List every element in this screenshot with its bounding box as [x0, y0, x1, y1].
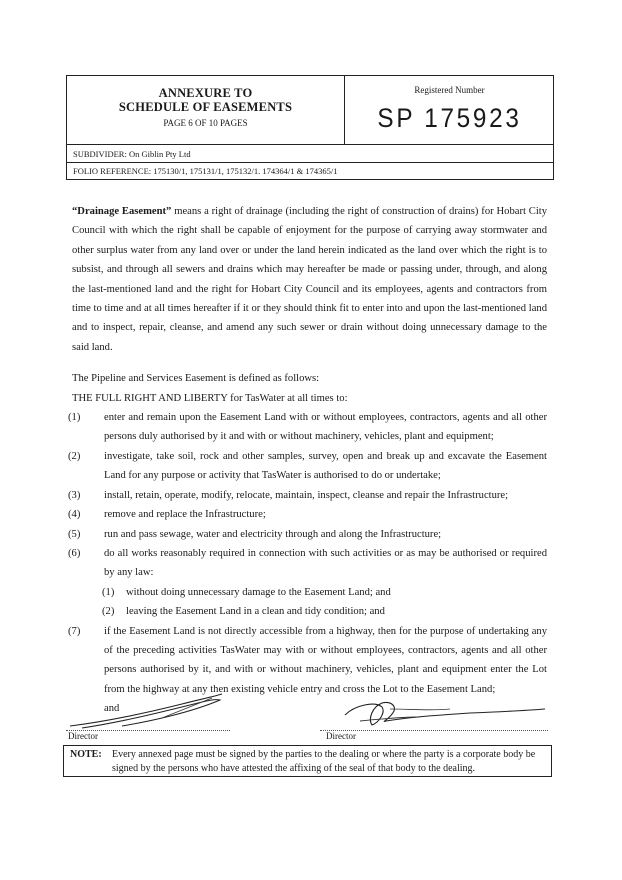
drainage-easement-definition: means a right of drainage (including the right of construction of drains) for Hobart City Council with which the right shall be capable of enjoyment for the purpose of carrying away stormwater and other surplus water from any land over or under the land herein indicated as the land over which the right is to subsist, and through all sewers and drains which may hereafter be made or passing under, through, and along the last-mentioned land and the right for Hobart City Council and its employees, agents and contractors from time to time and at all times hereafter if it or they should think fit to enter into and upon the last-mentioned land and to inspect, repair, cleanse, and amend any such sewer or drain without doing unnecessary damage to the said land.: [72, 206, 548, 353]
list-item-text: if the Easement Land is not directly accessible from a highway, then for the purpose of undertaking any of the preceding activities TasWater may with or without employees, contractors, agents and all other persons authorised by it, and with or without machinery, vehicles, plant and equipment enter the Lot from the highway at any then existing vehicle entry and cross the Lot to the Easement Land;: [104, 625, 547, 695]
list-item: [68, 525, 547, 544]
and-continuation: and: [104, 703, 120, 715]
sub-list-item: [102, 583, 547, 602]
list-item-text: enter and remain upon the Easement Land with or without employees, contractors, agents and all other persons duly authorised by it and with or without machinery, vehicles, plant and equipment;: [104, 412, 547, 443]
registered-number-cell: [346, 76, 553, 144]
list-item-number: (6): [68, 547, 81, 559]
director-label-right: Director: [326, 731, 356, 741]
sub-list-item-text: leaving the Easement Land in a clean and tidy condition; and: [126, 606, 385, 618]
annexure-title: [67, 86, 344, 114]
list-item-text: run and pass sewage, water and electricity through and along the Infrastructure;: [104, 528, 442, 540]
list-item-number: (5): [68, 528, 81, 540]
note-label: NOTE:: [70, 749, 102, 760]
registered-number: SP 175923: [377, 103, 522, 133]
director-signature-right: [320, 695, 550, 739]
drainage-easement-paragraph: [72, 202, 547, 357]
list-item-text: install, retain, operate, modify, relocate, maintain, inspect, cleanse and repair the Infrastructure;: [104, 489, 509, 501]
folio-reference-row: FOLIO REFERENCE: 175130/1, 175131/1, 175132/1. 174364/1 & 174365/1: [67, 162, 553, 179]
list-item-number: (7): [68, 625, 81, 637]
pipeline-intro: The Pipeline and Services Easement is defined as follows:: [72, 373, 320, 385]
full-right-heading: THE FULL RIGHT AND LIBERTY for TasWater at all times to:: [72, 392, 348, 404]
list-item-number: (2): [68, 450, 81, 462]
list-item: [68, 486, 547, 505]
sub-list-item: [102, 602, 547, 621]
list-item-number: (4): [68, 509, 81, 521]
list-item: [68, 447, 547, 486]
list-item: [68, 544, 547, 583]
list-item-text: remove and replace the Infrastructure;: [104, 509, 266, 521]
sub-list-item-number: (1): [102, 586, 115, 598]
director-label-left: Director: [68, 731, 98, 741]
list-item-number: (1): [68, 412, 81, 424]
subdivider-row: SUBDIVIDER: On Giblin Pty Ltd: [67, 144, 553, 162]
list-item: [68, 505, 547, 524]
title-line-2: SCHEDULE OF EASEMENTS: [118, 100, 293, 114]
list-item-text: investigate, take soil, rock and other samples, survey, open and break up and excavate the Easement Land for any purpose or activity that TasWater is authorised to do or undertake;: [104, 450, 547, 482]
director-signature-left: [62, 688, 232, 741]
note-box: [63, 745, 552, 777]
page-count: PAGE 6 OF 10 PAGES: [163, 118, 248, 128]
handwritten-signature-right: [320, 695, 550, 735]
list-item-number: (3): [68, 489, 81, 501]
list-item-text: do all works reasonably required in connection with such activities or as may be authorised or required by any law:: [104, 547, 547, 579]
title-line-1: ANNEXURE TO: [158, 86, 253, 100]
document-body: [68, 202, 548, 719]
list-item: [68, 408, 547, 447]
registered-number-label: Registered Number: [414, 85, 485, 95]
note-text: Every annexed page must be signed by the parties to the dealing or where the party is a corporate body be signed by the persons who have attested the affixing of the seal of that body to the dealing.: [112, 749, 536, 774]
annexure-title-cell: [67, 76, 345, 144]
sub-list-item-number: (2): [102, 606, 115, 618]
annexure-header: [66, 75, 554, 180]
drainage-easement-term: “Drainage Easement”: [72, 206, 172, 217]
sub-list-item-text: without doing unnecessary damage to the Easement Land; and: [126, 586, 391, 598]
